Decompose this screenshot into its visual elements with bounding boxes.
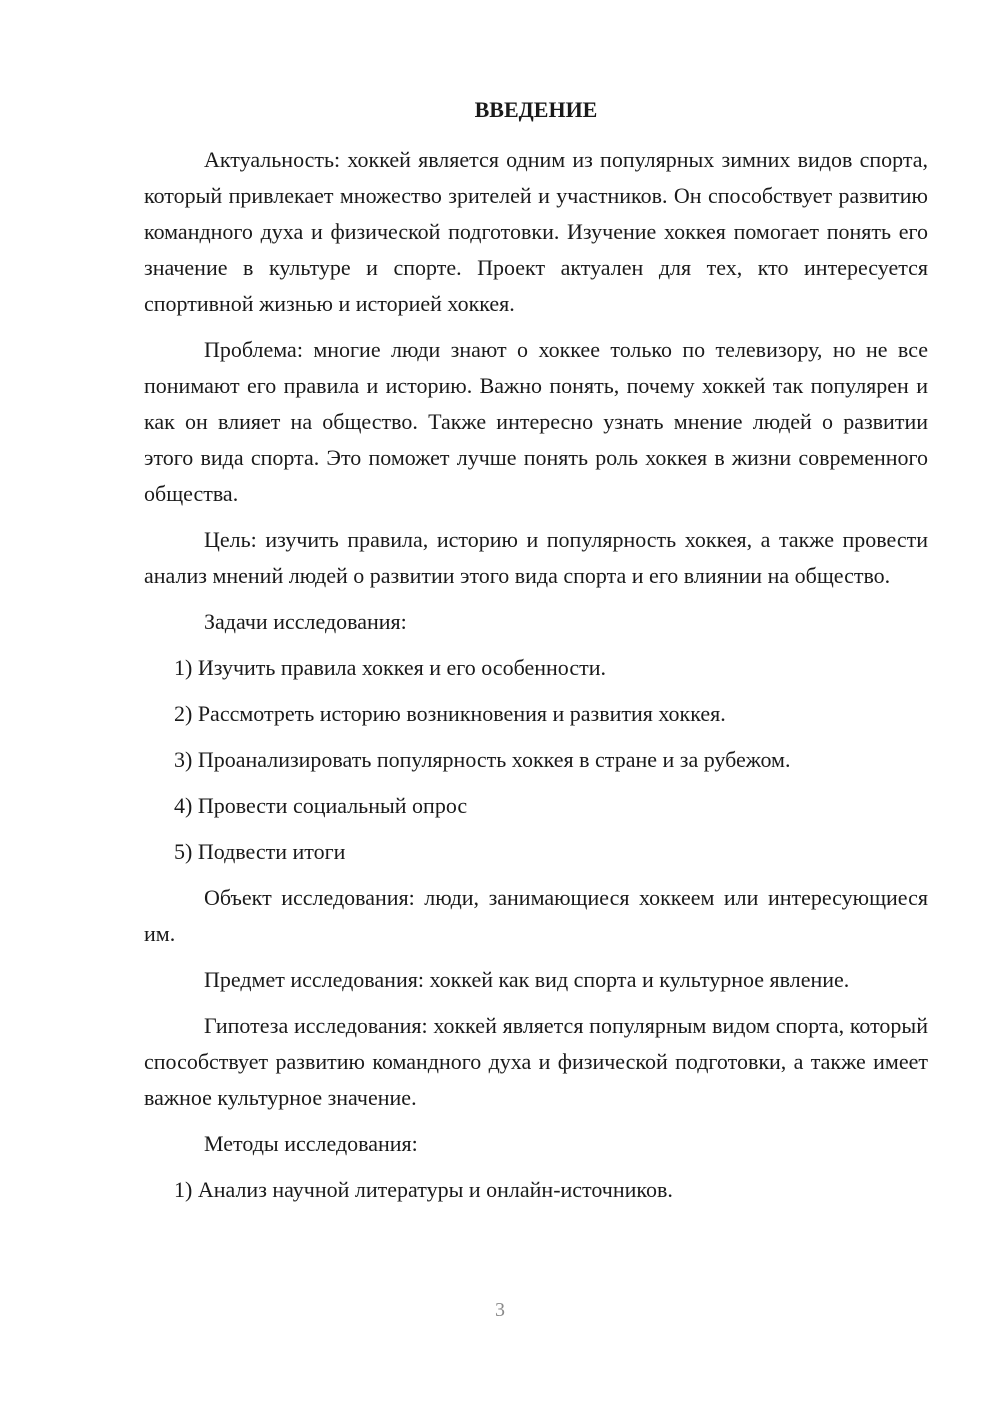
subject-paragraph: Предмет исследования: хоккей как вид спорта и культурное явление. (204, 967, 850, 992)
object-paragraph: Объект исследования: люди, занимающиеся хоккеем или интересующиеся им. (144, 885, 928, 946)
task-item: 5) Подвести итоги (174, 839, 346, 864)
goal-paragraph: Цель: изучить правила, историю и популярность хоккея, а также провести анализ мнений людей о развитии этого вида спорта и его влиянии на общество. (144, 527, 928, 588)
method-item: 1) Анализ научной литературы и онлайн-источников. (174, 1177, 673, 1202)
relevance-paragraph: Актуальность: хоккей является одним из популярных зимних видов спорта, который привлекает множество зрителей и участников. Он способствует развитию командного духа и физической подготовки. Изучение хоккея помогает понять его значение в культуре и спорте. Проект актуален для тех, кто интересуется спортивной жизнью и историей хоккея. (144, 147, 928, 316)
page-content (144, 92, 928, 1218)
tasks-heading: Задачи исследования: (204, 609, 407, 634)
task-item: 3) Проанализировать популярность хоккея в стране и за рубежом. (174, 747, 791, 772)
task-item: 1) Изучить правила хоккея и его особенности. (174, 655, 606, 680)
hypothesis-paragraph: Гипотеза исследования: хоккей является популярным видом спорта, который способствует развитию командного духа и физической подготовки, а также имеет важное культурное значение. (144, 1013, 928, 1110)
task-item: 2) Рассмотреть историю возникновения и развития хоккея. (174, 701, 726, 726)
page-title: ВВЕДЕНИЕ (474, 97, 598, 122)
task-item: 4) Провести социальный опрос (174, 793, 468, 818)
methods-heading: Методы исследования: (204, 1131, 418, 1156)
page-number: 3 (495, 1299, 505, 1321)
problem-paragraph: Проблема: многие люди знают о хоккее только по телевизору, но не все понимают его правила и историю. Важно понять, почему хоккей так популярен и как он влияет на общество. Также интересно узнать мнение людей о развитии этого вида спорта. Это поможет лучше понять роль хоккея в жизни современного общества. (144, 337, 928, 506)
